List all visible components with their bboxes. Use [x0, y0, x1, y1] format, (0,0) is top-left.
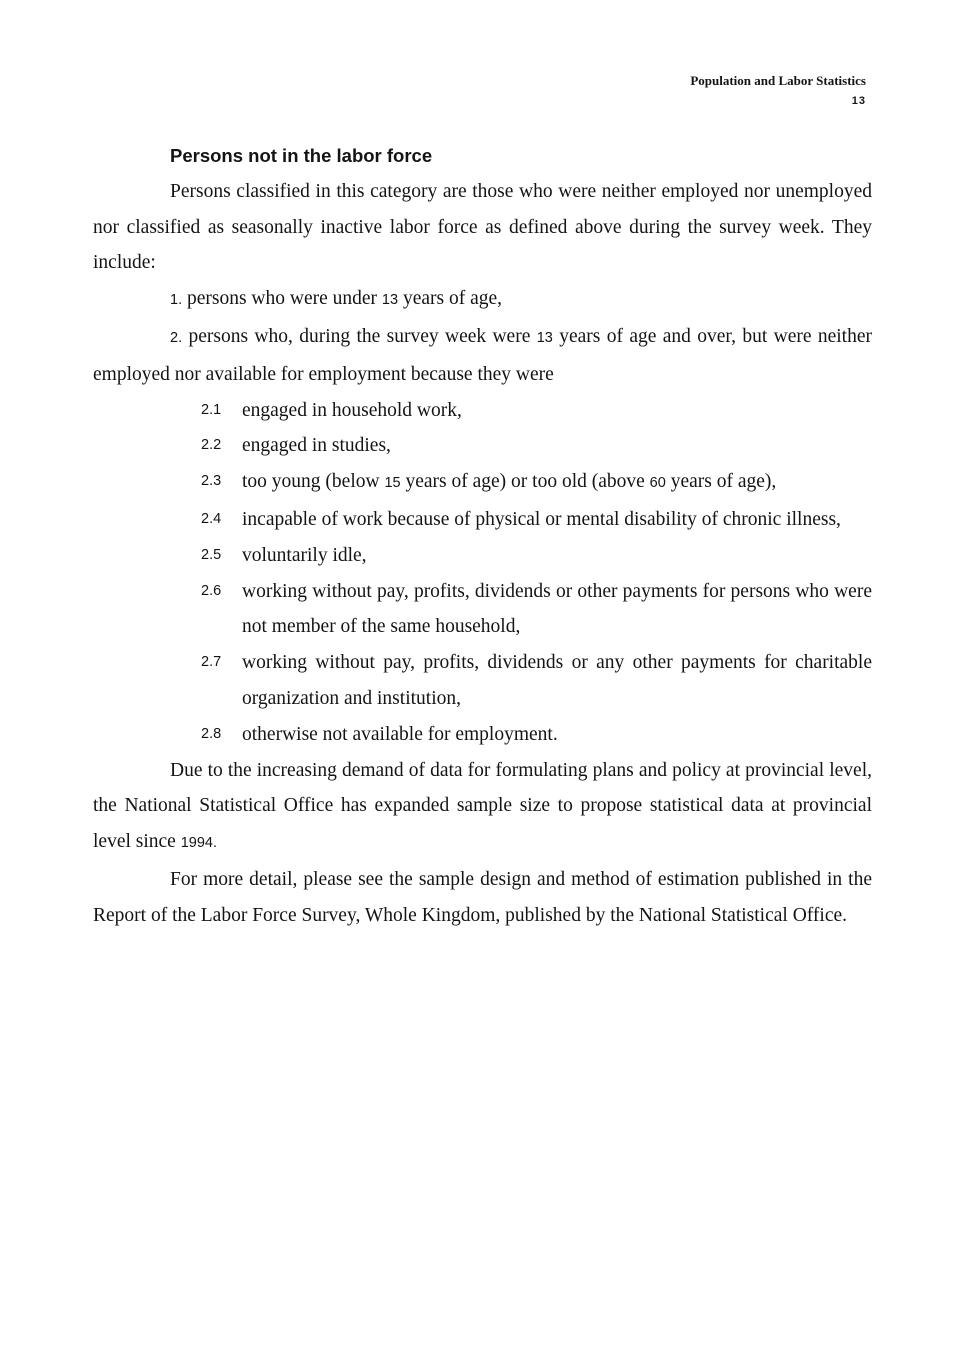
running-header	[690, 71, 866, 111]
sub-item-2-3	[201, 464, 872, 502]
sub-item-number: 2.6	[201, 582, 222, 599]
sub-item-text: working without pay, profits, dividends or other payments for persons who were not member of the same household,	[242, 580, 872, 638]
sub-item-number: 2.7	[201, 654, 222, 671]
sub-item-2-3-text-b: years of age) or too old (above	[405, 471, 645, 493]
sub-item-number: 2.4	[201, 510, 222, 527]
sub-item-2-6	[201, 574, 872, 646]
sub-item-2-3-text-c: years of age),	[670, 471, 777, 493]
list-item-2-number: 2.	[170, 329, 183, 346]
provincial-paragraph-text: Due to the increasing demand of data for formulating plans and policy at provincial level, the National Statistical Office has expanded sample size to propose statistical data at provincial level since	[93, 759, 872, 853]
sub-item-2-3-age-young: 15	[384, 475, 401, 492]
sub-item-number: 2.1	[201, 401, 222, 418]
sub-item-2-3-text-a: too young (below	[242, 471, 380, 493]
list-item-2-text-b: years of age and over, but were neither employed nor available for employment because they were	[93, 325, 873, 385]
sub-item-number: 2.3	[201, 473, 222, 490]
sub-item-text: incapable of work because of physical or mental disability of chronic illness,	[242, 508, 841, 530]
detail-paragraph: For more detail, please see the sample design and method of estimation published in the Report of the Labor Force Survey, Whole Kingdom, published by the National Statistical Office.	[93, 868, 872, 926]
provincial-paragraph	[93, 753, 872, 862]
sub-item-2-1	[201, 393, 872, 429]
sub-item-2-3-age-old: 60	[649, 475, 666, 492]
sub-item-text: working without pay, profits, dividends or any other payments for charitable organization and institution,	[242, 652, 872, 709]
sub-item-number: 2.2	[201, 437, 222, 454]
list-item-1-text-b: years of age,	[402, 288, 503, 310]
sub-item-2-8	[201, 717, 872, 753]
sub-item-text: engaged in studies,	[242, 435, 391, 457]
page-number: 13	[851, 95, 866, 107]
sub-item-number: 2.5	[201, 546, 222, 563]
sub-item-text: engaged in household work,	[242, 399, 462, 421]
sub-item-2-7	[201, 645, 872, 717]
section-heading: Persons not in the labor force	[170, 145, 433, 166]
sub-item-2-5	[201, 538, 872, 574]
sub-item-text: otherwise not available for employment.	[242, 723, 558, 745]
list-item-2-age: 13	[536, 329, 553, 346]
list-item-1-number: 1.	[170, 292, 183, 309]
provincial-year: 1994.	[180, 835, 218, 852]
document-body	[93, 138, 872, 934]
list-item-1-age: 13	[381, 292, 399, 309]
sub-item-2-2	[201, 428, 872, 464]
list-item-2-text-a: persons who, during the survey week were	[188, 325, 531, 347]
sub-item-text	[242, 464, 872, 502]
sub-item-2-4	[201, 502, 872, 538]
list-item-2	[93, 319, 872, 393]
section-title: Population and Labor Statistics	[690, 73, 866, 88]
sub-item-number: 2.8	[201, 725, 222, 742]
list-item-1-text-a: persons who were under	[186, 288, 378, 310]
sub-item-text: voluntarily idle,	[242, 544, 367, 566]
list-item-1	[93, 281, 872, 319]
intro-paragraph: Persons classified in this category are those who were neither employed nor unemployed nor classified as seasonally inactive labor force as defined above during the survey week. They include:	[93, 180, 872, 274]
